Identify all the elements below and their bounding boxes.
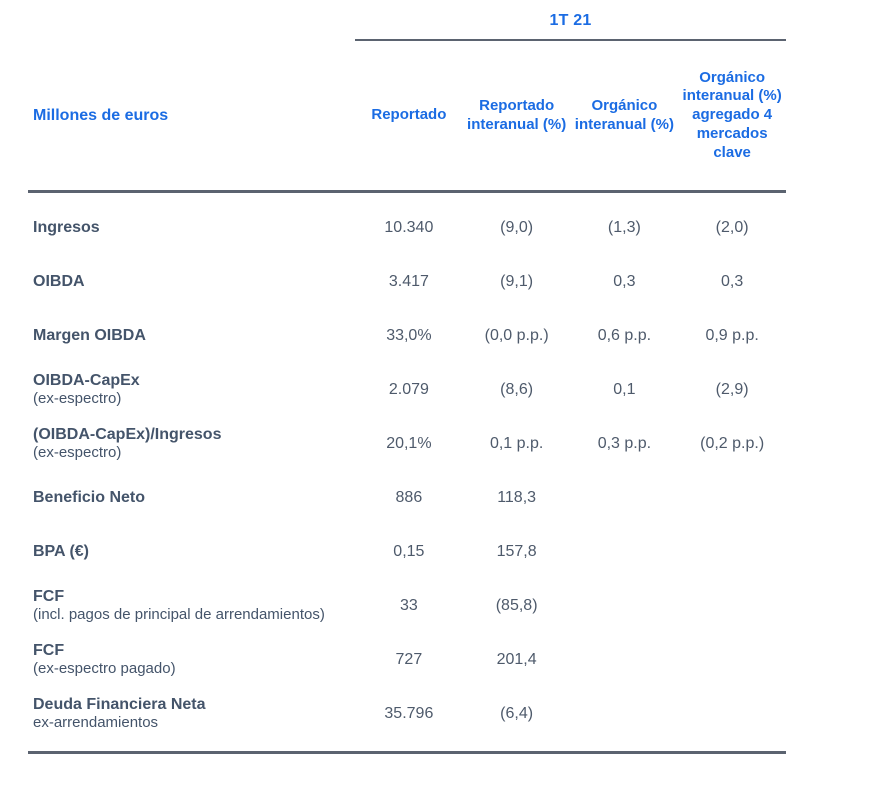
cell-value: (9,0) [500,219,534,236]
cell-value: 35.796 [384,705,434,722]
cell-value: 33 [399,597,418,614]
cell-value: 886 [395,489,423,506]
row-label-cell [28,327,355,345]
cell-value: 0,6 p.p. [597,327,652,344]
row-label-cell [28,696,355,732]
table-row [28,201,786,255]
cell-value: 157,8 [496,543,537,560]
cell-value: (9,1) [500,273,534,290]
cell-value: (2,0) [715,219,749,236]
row-sublabel: (ex-espectro) [33,444,122,462]
cell-value: 33,0% [386,327,432,344]
column-header-row [28,41,786,193]
cell-value: 0,15 [393,543,425,560]
row-label-cell [28,372,355,408]
cell-value: (8,6) [500,381,534,398]
row-label-cell [28,273,355,291]
column-header-2: Reportado interanual (%) [467,96,567,133]
row-label: OIBDA [33,272,85,290]
row-label: OIBDA-CapEx [33,371,140,389]
cell-value: 0,1 p.p. [489,435,544,452]
row-label: Ingresos [33,218,100,236]
cell-value: 3.417 [388,273,429,290]
column-header-4: Orgánico interanual (%) agregado 4 mercados clave [682,68,782,161]
row-label: BPA (€) [33,542,89,560]
row-label-cell [28,642,355,678]
cell-value: 727 [395,651,423,668]
row-sublabel: (ex-espectro) [33,390,122,408]
cell-value: (0,2 p.p.) [700,435,765,452]
row-sublabel: (ex-espectro pagado) [33,660,176,678]
cell-value: 10.340 [384,219,434,236]
unit-label: Millones de euros [33,106,169,124]
table-row [28,363,786,417]
row-label-cell [28,543,355,561]
row-label: Margen OIBDA [33,326,146,344]
table-row [28,525,786,579]
cell-value: 118,3 [497,489,537,506]
row-label-cell [28,426,355,462]
cell-value: (1,3) [607,219,641,236]
cell-value: 20,1% [386,435,432,452]
cell-value: 0,1 [613,381,636,398]
cell-value: (85,8) [495,597,538,614]
cell-value: 0,3 [721,273,744,290]
cell-value: 0,9 p.p. [705,327,759,344]
table-row [28,255,786,309]
table-body [28,193,786,754]
row-sublabel: (incl. pagos de principal de arrendamientos) [33,606,325,624]
table-row [28,579,786,633]
period-label: 1T 21 [549,12,592,29]
row-sublabel: ex-arrendamientos [33,714,159,732]
cell-value: (0,0 p.p.) [484,327,549,344]
table-row [28,309,786,363]
table-row [28,417,786,471]
table-row [28,471,786,525]
table-row [28,687,786,741]
row-label-cell [28,588,355,624]
financial-results-table [28,12,786,754]
row-label: (OIBDA-CapEx)/Ingresos [33,425,222,443]
column-header-1: Reportado [371,106,447,124]
cell-value: 0,3 p.p. [597,435,652,452]
row-label: FCF [33,641,65,659]
column-header-3: Orgánico interanual (%) [574,96,674,133]
row-label-cell [28,489,355,507]
table-row [28,633,786,687]
cell-value: 2.079 [388,381,429,398]
cell-value: (2,9) [715,381,749,398]
row-label-cell [28,219,355,237]
row-label: Deuda Financiera Neta [33,695,206,713]
cell-value: (6,4) [500,705,534,722]
period-header-band [355,12,786,41]
cell-value: 0,3 [613,273,636,290]
row-label: Beneficio Neto [33,488,146,506]
cell-value: 201,4 [496,651,537,668]
row-label: FCF [33,587,65,605]
